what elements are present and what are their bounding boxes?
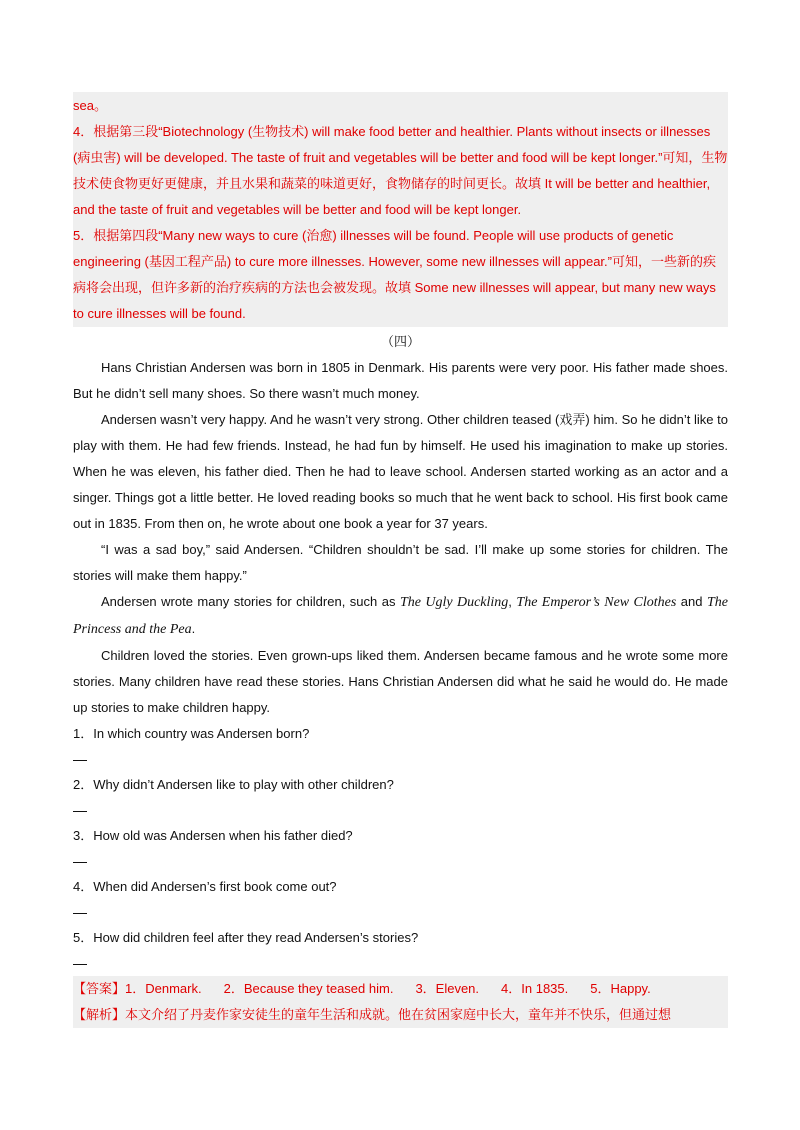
paragraph-4-end: . <box>191 621 196 636</box>
answer-blank-5[interactable] <box>73 951 728 976</box>
paragraph-4-text: Andersen wrote many stories for children, such as <box>101 594 400 609</box>
answer-blank-2[interactable] <box>73 798 728 823</box>
answer-item-5: 5．根据第四段“Many new ways to cure (治愈) illnesses will be found. People will use products of genetic engineering (基因工程产品) to cure more illnesses. However, some new illnesses will appear.”可知，一些新的疾病将会出现，但许多新的治疗疾病的方法也会被发现。故填 Some new illnesses will appear, but many new ways to cure illnesses will be found. <box>73 228 716 321</box>
answer-blank-3[interactable] <box>73 849 728 874</box>
document-page <box>73 92 728 1028</box>
paragraph-4 <box>73 589 728 643</box>
answer-key-line <box>73 976 728 1002</box>
previous-answer-block <box>73 92 728 327</box>
question-1: 1．In which country was Andersen born? <box>73 726 310 741</box>
analysis-text: 本文介绍了丹麦作家安徒生的童年生活和成就。他在贫困家庭中长大，童年并不快乐，但通过想 <box>125 1007 672 1022</box>
paragraph-3: “I was a sad boy,” said Andersen. “Children shouldn’t be sad. I’ll make up some stories for children. The stories will make them happy.” <box>73 542 728 583</box>
question-2: 2．Why didn’t Andersen like to play with other children? <box>73 777 394 792</box>
answer-1: 1．Denmark. <box>125 981 202 996</box>
answer-4: 4．In 1835. <box>501 981 569 996</box>
story-title-2: The Emperor’s New Clothes <box>516 595 677 610</box>
answer-key-block <box>73 976 728 1028</box>
paragraph-2: Andersen wasn’t very happy. And he wasn’t very strong. Other children teased (戏弄) him. So he didn’t like to play with them. He had few friends. Instead, he had fun by himself. He used his imagination to make up stories. When he was eleven, his father died. Then he had to leave school. Andersen started working as an actor and a singer. Things got a little better. He loved reading books so much that he went back to school. His first book came out in 1835. From then on, he wrote about one book a year for 37 years. <box>73 412 728 531</box>
story-title-1: The Ugly Duckling <box>399 595 509 610</box>
answer-blank-1[interactable] <box>73 747 728 772</box>
answer-item-4: 4．根据第三段“Biotechnology (生物技术) will make food better and healthier. Plants without insects or illnesses (病虫害) will be developed. The taste of fruit and vegetables will be better and food will be kept longer.”可知，生物技术使食物更好更健康，并且水果和蔬菜的味道更好，食物储存的时间更长。故填 It will be better and healthier, and the taste of fruit and vegetables will be better and food will be kept longer. <box>73 124 728 217</box>
question-3: 3．How old was Andersen when his father died? <box>73 828 353 843</box>
analysis-line <box>73 1002 728 1028</box>
reading-passage <box>73 355 728 721</box>
separator-2: and <box>676 594 707 609</box>
separator-1: , <box>508 594 517 609</box>
answer-blank-4[interactable] <box>73 900 728 925</box>
answer-5: 5．Happy. <box>590 981 651 996</box>
answer-3: 3．Eleven. <box>415 981 480 996</box>
question-4: 4．When did Andersen’s first book come out? <box>73 879 337 894</box>
section-title: （四） <box>380 334 420 349</box>
answer-2: 2．Because they teased him. <box>223 981 394 996</box>
analysis-label: 【解析】 <box>73 1007 126 1022</box>
answer-continuation: sea。 <box>73 98 107 113</box>
story-title-3: The Princess and the Pea <box>73 595 728 637</box>
answer-label: 【答案】 <box>73 981 126 996</box>
paragraph-5: Children loved the stories. Even grown-ups liked them. Andersen became famous and he wrote some more stories. Many children have read these stories. Hans Christian Andersen did what he said he would do. He made up stories to make children happy. <box>73 648 728 715</box>
paragraph-1: Hans Christian Andersen was born in 1805 in Denmark. His parents were very poor. His father made shoes. But he didn’t sell many shoes. So there wasn’t much money. <box>73 360 728 401</box>
question-5: 5．How did children feel after they read Andersen’s stories? <box>73 930 419 945</box>
questions <box>73 721 728 976</box>
